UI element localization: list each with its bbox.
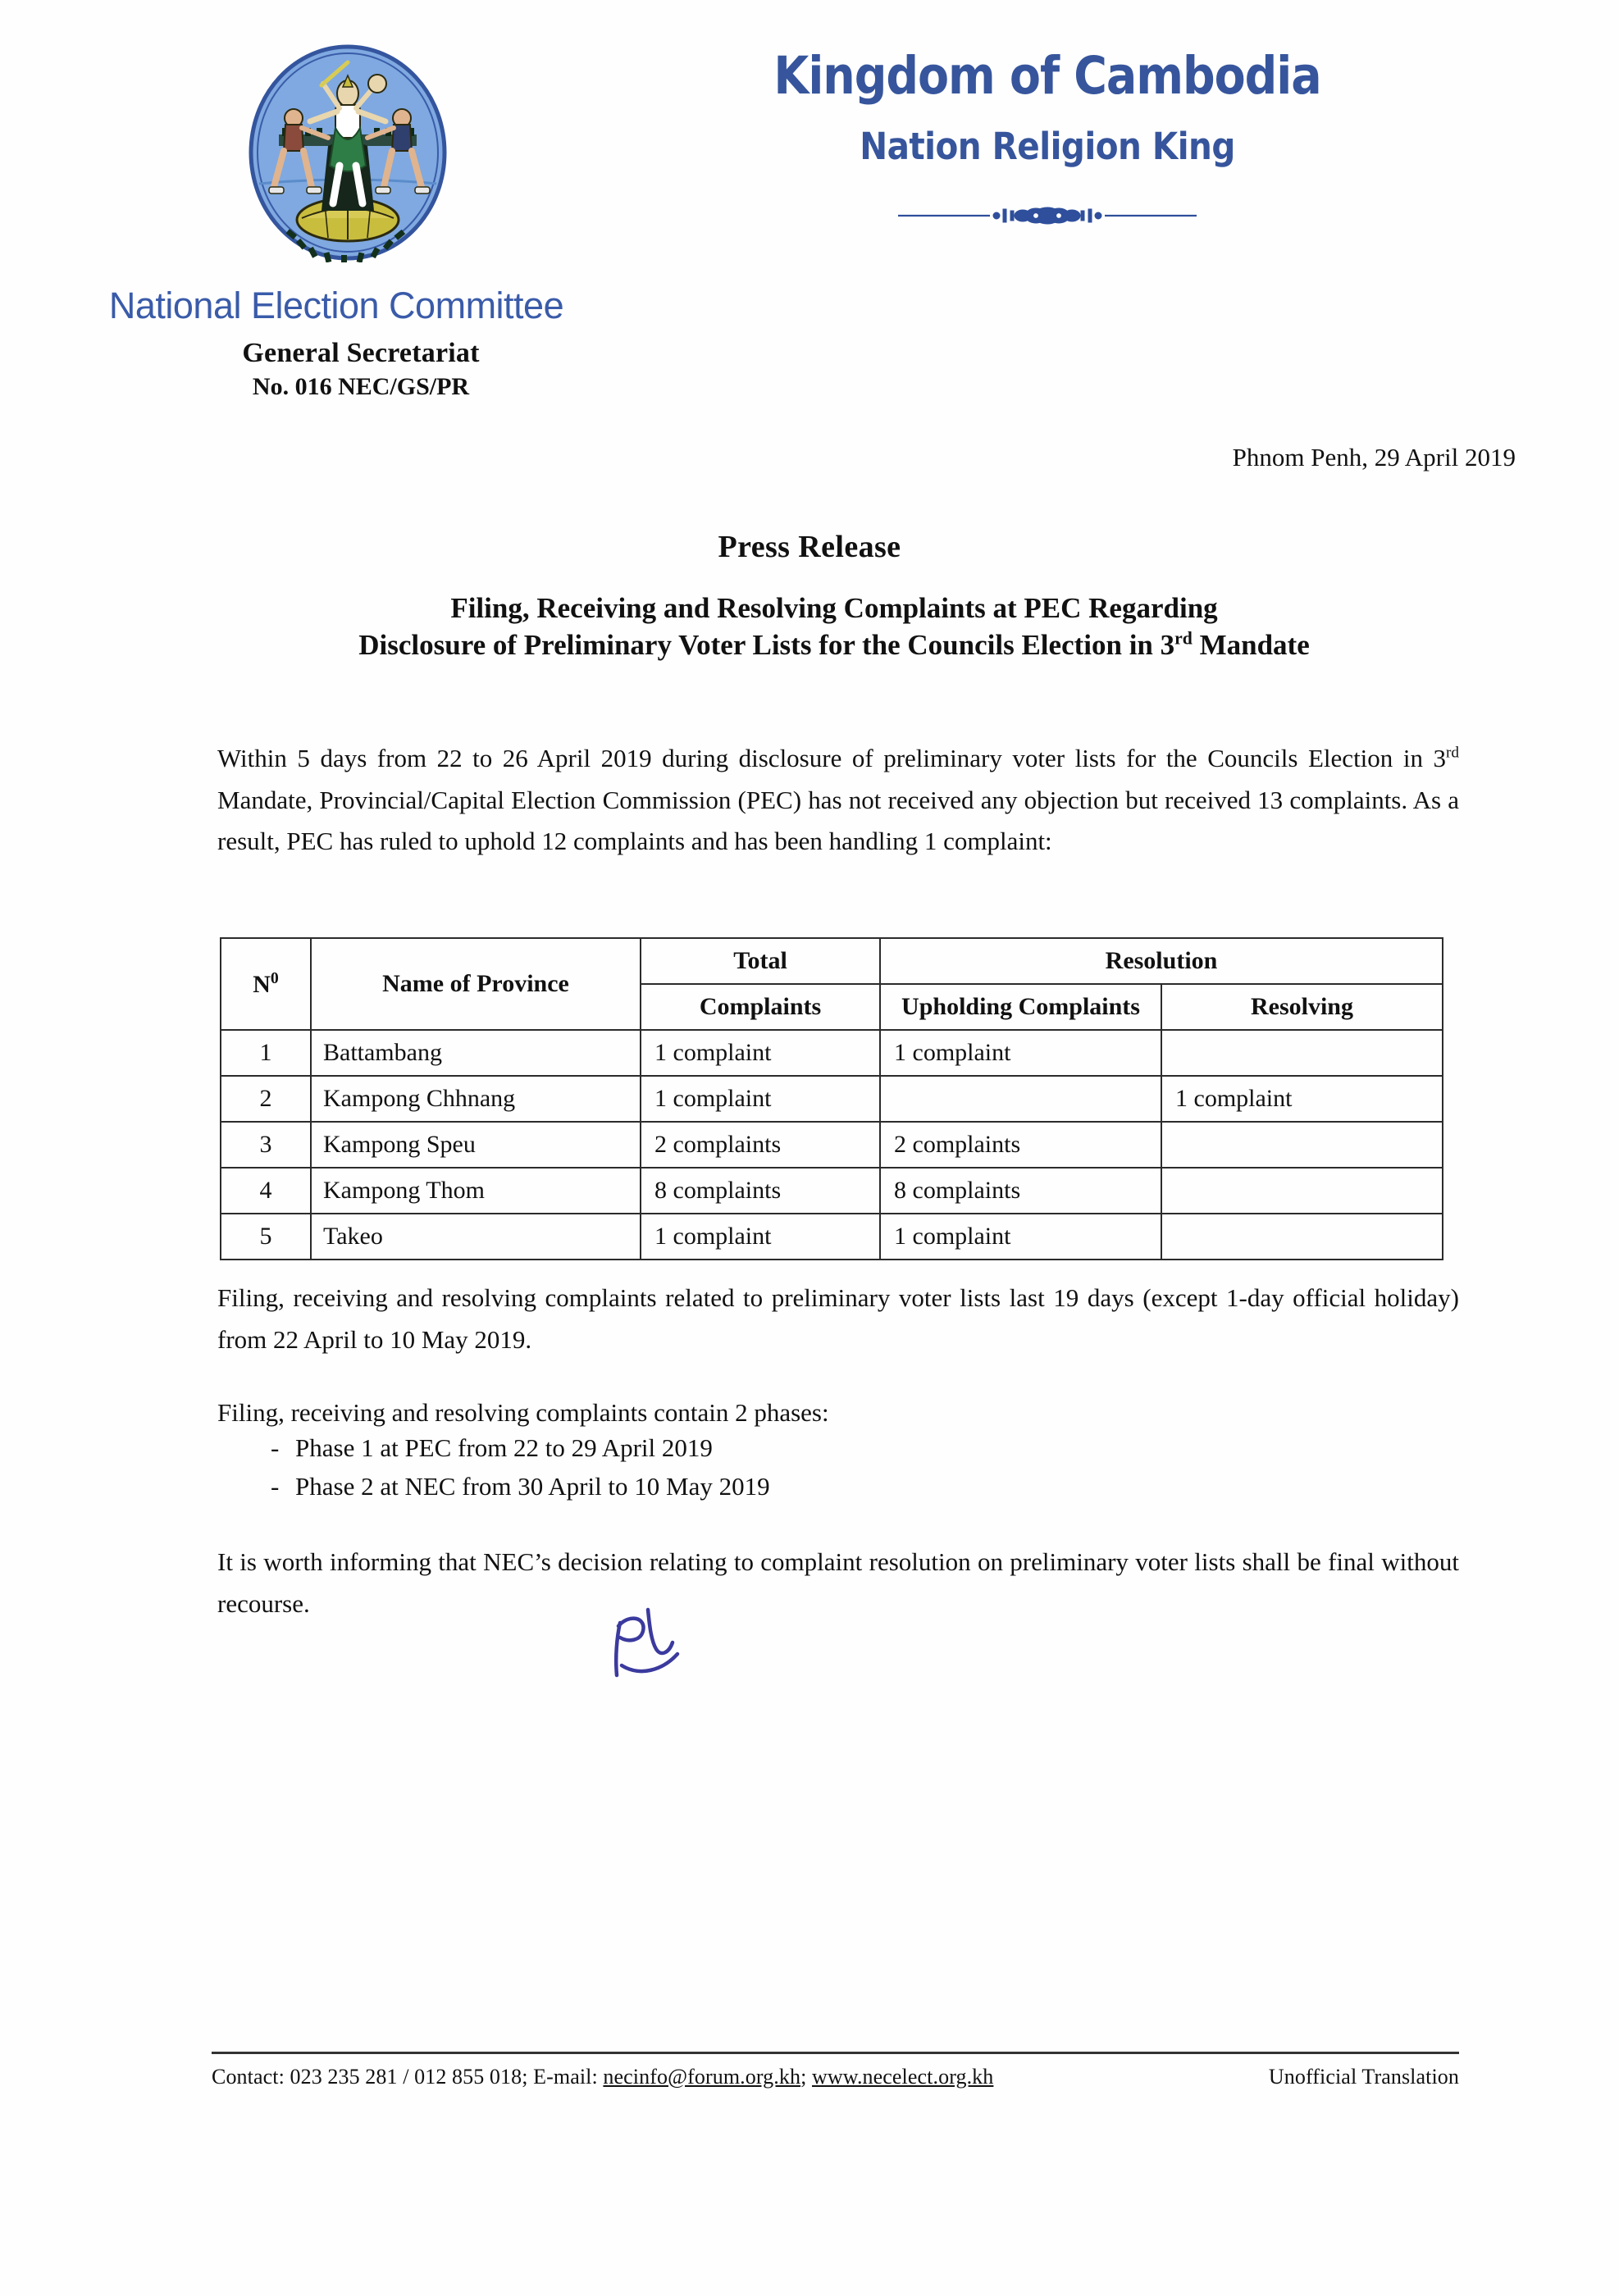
footer-website-link[interactable]: www.necelect.org.kh [812, 2065, 994, 2089]
cell-no: 3 [221, 1122, 311, 1168]
header-resolving: Resolving [1161, 984, 1443, 1030]
header-total-complaints-line1: Total [641, 938, 880, 984]
cell-total: 1 complaint [641, 1030, 880, 1076]
phase-bullet: - [271, 1433, 280, 1462]
cell-upholding: 1 complaint [880, 1214, 1161, 1260]
page-title: Press Release [718, 530, 901, 564]
header-province: Name of Province [311, 938, 641, 1030]
footer-email-link[interactable]: necinfo@forum.org.kh [603, 2065, 801, 2089]
footer-separator: ; [800, 2065, 812, 2089]
cell-province: Kampong Speu [311, 1122, 641, 1168]
intro-paragraph [217, 738, 1459, 863]
phase-label: Phase 2 at NEC from 30 April to 10 May 2019 [295, 1472, 770, 1501]
footer-contact-prefix: Contact: 023 235 281 / 012 855 018; E-mail: [212, 2065, 604, 2089]
phase-item [271, 1428, 770, 1467]
cell-total: 1 complaint [641, 1076, 880, 1122]
cell-no: 4 [221, 1168, 311, 1214]
footer-divider [212, 2052, 1459, 2054]
complaints-table-container [220, 937, 1443, 1260]
subtitle-line-2-post: Mandate [1192, 628, 1310, 661]
document-number: No. 016 NEC/GS/PR [252, 373, 470, 400]
header-number-text: N [253, 971, 271, 998]
cell-resolving [1161, 1214, 1443, 1260]
table-row [221, 1076, 1443, 1122]
table-row [221, 1122, 1443, 1168]
cell-total: 8 complaints [641, 1168, 880, 1214]
place-and-date: Phnom Penh, 29 April 2019 [1232, 443, 1516, 472]
footer-contact [212, 2065, 993, 2089]
document-header [0, 0, 1619, 426]
table-row [221, 1030, 1443, 1076]
cell-upholding: 8 complaints [880, 1168, 1161, 1214]
department-name: General Secretariat [242, 338, 480, 368]
cell-total: 2 complaints [641, 1122, 880, 1168]
duration-paragraph: Filing, receiving and resolving complaints related to preliminary voter lists last 19 days (except 1-day official holiday) from 22 April to 10 May 2019. [217, 1283, 1459, 1354]
header-number [221, 938, 311, 1030]
kingdom-title: Kingdom of Cambodia [773, 46, 1321, 106]
closing-paragraph: It is worth informing that NEC’s decision relating to complaint resolution on preliminary voter lists shall be final without recourse. [217, 1547, 1459, 1618]
decorative-divider [574, 205, 1521, 226]
table-header-row-1 [221, 938, 1443, 984]
complaints-table [220, 937, 1443, 1260]
footer-translation-note: Unofficial Translation [1268, 2065, 1459, 2089]
cell-resolving [1161, 1168, 1443, 1214]
header-resolution: Resolution [880, 938, 1443, 984]
handwritten-signature-initial [597, 1595, 720, 1685]
phase-bullet: - [271, 1472, 280, 1501]
cell-upholding [880, 1076, 1161, 1122]
institution-name: National Election Committee [108, 285, 564, 326]
cell-province: Takeo [311, 1214, 641, 1260]
cell-upholding: 2 complaints [880, 1122, 1161, 1168]
table-head [221, 938, 1443, 1030]
phases-list [271, 1428, 770, 1506]
table-row [221, 1168, 1443, 1214]
cell-province: Battambang [311, 1030, 641, 1076]
subtitle-line-2-pre: Disclosure of Preliminary Voter Lists for the Councils Election in 3 [358, 628, 1175, 661]
table-row [221, 1214, 1443, 1260]
intro-text-post: Mandate, Provincial/Capital Election Commission (PEC) has not received any objection but received 13 complaints. As a result, PEC has ruled to uphold 12 complaints and has been handling 1 complaint: [217, 785, 1459, 856]
header-number-superscript: 0 [270, 969, 279, 987]
table-body [221, 1030, 1443, 1260]
subtitle-line-2 [205, 627, 1463, 664]
cell-no: 2 [221, 1076, 311, 1122]
motto-line: Nation Religion King [860, 125, 1235, 168]
subtitle-ordinal-suffix: rd [1174, 628, 1193, 649]
cell-resolving: 1 complaint [1161, 1076, 1443, 1122]
cambodia-royal-emblem-icon [243, 43, 453, 262]
document-subtitle [205, 590, 1463, 664]
cell-resolving [1161, 1122, 1443, 1168]
phases-intro-paragraph: Filing, receiving and resolving complaints contain 2 phases: [217, 1398, 829, 1427]
cell-province: Kampong Chhnang [311, 1076, 641, 1122]
header-upholding-complaints: Upholding Complaints [880, 984, 1161, 1030]
subtitle-line-1: Filing, Receiving and Resolving Complaints at PEC Regarding [450, 592, 1218, 624]
cell-total: 1 complaint [641, 1214, 880, 1260]
cell-no: 1 [221, 1030, 311, 1076]
cell-resolving [1161, 1030, 1443, 1076]
cell-province: Kampong Thom [311, 1168, 641, 1214]
intro-ordinal-suffix: rd [1446, 744, 1459, 762]
cell-upholding: 1 complaint [880, 1030, 1161, 1076]
phase-item [271, 1467, 770, 1506]
intro-text-pre: Within 5 days from 22 to 26 April 2019 during disclosure of preliminary voter lists for the Councils Election in 3 [217, 744, 1446, 772]
cell-no: 5 [221, 1214, 311, 1260]
header-total-complaints-line2: Complaints [641, 984, 880, 1030]
document-footer [212, 2065, 1459, 2089]
phase-label: Phase 1 at PEC from 22 to 29 April 2019 [295, 1433, 713, 1462]
